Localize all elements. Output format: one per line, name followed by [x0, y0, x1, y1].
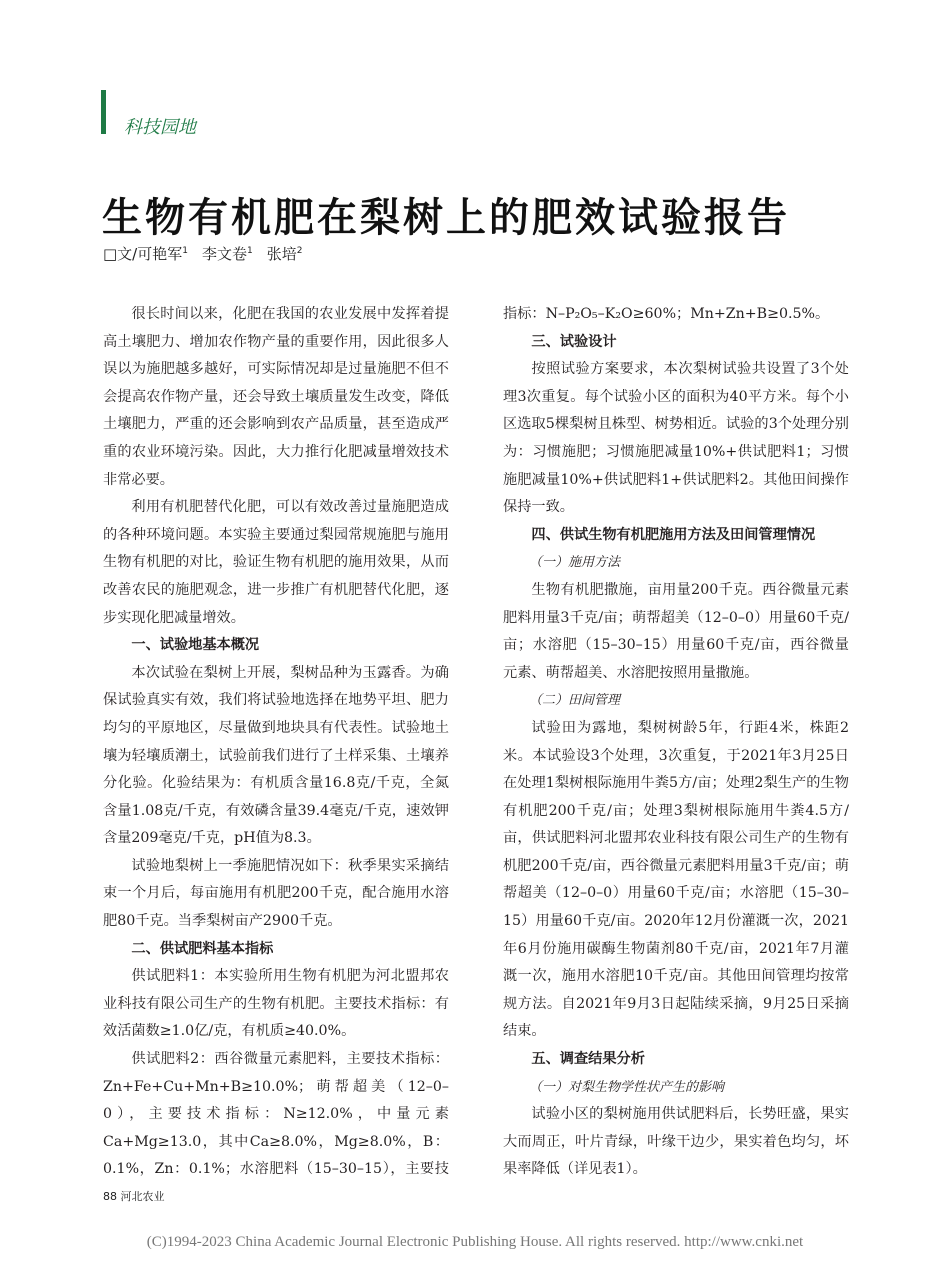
paragraph: 按照试验方案要求，本次梨树试验共设置了3个处理3次重复。每个试验小区的面积为40平方米。每个小区选取5棵梨树且株型、树势相近。试验的3个处理分别为：习惯施肥；习惯施肥减量10%+供试肥料1；习惯施肥减量10%+供试肥料1+供试肥料2。其他田间操作保持一致。	[503, 361, 849, 516]
paragraph: 供试肥料1：本实验所用生物有机肥为河北盟邦农业科技有限公司生产的生物有机肥。主要技术指标：有效活菌数≥1.0亿/克，有机质≥40.0%。	[103, 968, 449, 1040]
author: 可艳军$^1$	[137, 245, 188, 263]
section-heading: 四、供试生物有机肥施用方法及田间管理情况	[531, 526, 816, 543]
paragraph: 利用有机肥替代化肥，可以有效改善过量施肥造成的各种环境问题。本实验主要通过梨园常规施肥与施用生物有机肥的对比，验证生物有机肥的施用效果，从而改善农民的施肥观念，进一步推广有机肥替代化肥，逐步实现化肥减量增效。	[103, 499, 449, 626]
page-number: 88	[103, 1190, 117, 1203]
section-heading: 二、供试肥料基本指标	[131, 940, 274, 957]
page-folio	[103, 1188, 165, 1204]
article-title: 生物有机肥在梨树上的肥效试验报告	[102, 195, 790, 241]
paragraph: 试验小区的梨树施用供试肥料后，长势旺盛，果实大而周正，叶片青绿，叶缘干边少，果实着色均匀，坏果率降低（详见表1）。	[503, 1106, 849, 1178]
paragraph: 本次试验在梨树上开展，梨树品种为玉露香。为确保试验真实有效，我们将试验地选择在地势平坦、肥力均匀的平原地区，尽量做到地块具有代表性。试验地土壤为轻壤质潮土，试验前我们进行了土样采集、土壤养分化验。化验结果为：有机质含量16.8克/千克，全氮含量1.08克/千克，有效磷含量39.4毫克/千克，速效钾含量209毫克/千克，pH值为8.3。	[103, 664, 449, 847]
byline-prefix: □文/	[103, 245, 138, 263]
byline	[103, 243, 316, 264]
right-column	[503, 301, 849, 1181]
paragraph: 供试肥料2：西谷微量元素肥料，主要技术指标：Zn+Fe+Cu+Mn+B≥10.0%；萌帮超美（12–0–0），主要技术指标：N≥12.0%，中量元素Ca+Mg≥13.0，其中Ca≥8.0%，Mg≥8.0%，B：0.1%，Zn：0.1%；水溶肥料（15–30–15），主要技	[103, 1051, 449, 1178]
section-accent-bar	[101, 90, 106, 134]
left-column	[103, 301, 449, 1181]
author: 李文卷$^1$	[201, 245, 253, 263]
paragraph: 试验地梨树上一季施肥情况如下：秋季果实采摘结束一个月后，每亩施用有机肥200千克，配合施用水溶肥80千克。当季梨树亩产2900千克。	[103, 857, 449, 930]
section-heading: 五、调查结果分析	[531, 1051, 645, 1068]
paragraph: 生物有机肥撒施，亩用量200千克。西谷微量元素肥料用量3千克/亩；萌帮超美（12–0–0）用量60千克/亩；水溶肥（15–30–15）用量60千克/亩，西谷微量元素、萌帮超美、水溶肥按照用量撒施。	[503, 581, 849, 681]
section-heading: 一、试验地基本概况	[131, 637, 260, 654]
section-heading: 三、试验设计	[531, 333, 617, 350]
author: 张培$^2$	[266, 245, 303, 263]
subsection-heading: （二）田间管理	[529, 693, 621, 709]
journal-name: 河北农业	[120, 1190, 165, 1203]
paragraph: 试验田为露地，梨树树龄5年，行距4米，株距2米。本试验设3个处理，3次重复，于2021年3月25日在处理1梨树根际施用牛粪5方/亩；处理2梨生产的生物有机肥200千克/亩；处理3梨树根际施用牛粪4.5方/亩，供试肥料河北盟邦农业科技有限公司生产的生物有机肥200千克/亩，西谷微量元素肥料用量3千克/亩；萌帮超美（12–0–0）用量60千克/亩；水溶肥（15–30–15）用量60千克/亩。2020年12月份灌溉一次，2021年6月份施用碳酶生物菌剂80千克/亩，2021年7月灌溉一次，施用水溶肥10千克/亩。其他田间管理均按常规方法。自2021年9月3日起陆续采摘，9月25日采摘结束。	[503, 719, 849, 1040]
copyright-watermark: (C)1994-2023 China Academic Journal Electronic Publishing House. All rights reserved. http://www.cnki.net	[146, 1234, 804, 1250]
subsection-heading: （一）施用方法	[529, 555, 621, 571]
paragraph-continued: 指标：N–P₂O₅–K₂O≥60%；Mn+Zn+B≥0.5%。	[503, 306, 830, 322]
section-tag: 科技园地	[124, 117, 196, 138]
subsection-heading: （一）对梨生物学性状产生的影响	[529, 1079, 725, 1095]
paragraph: 很长时间以来，化肥在我国的农业发展中发挥着提高土壤肥力、增加农作物产量的重要作用，因此很多人误以为施肥越多越好，可实际情况却是过量施肥不但不会提高农作物产量，还会导致土壤质量发生改变，降低土壤肥力，严重的还会影响到农产品质量，甚至造成严重的农业环境污染。因此，大力推行化肥减量增效技术非常必要。	[103, 306, 449, 488]
